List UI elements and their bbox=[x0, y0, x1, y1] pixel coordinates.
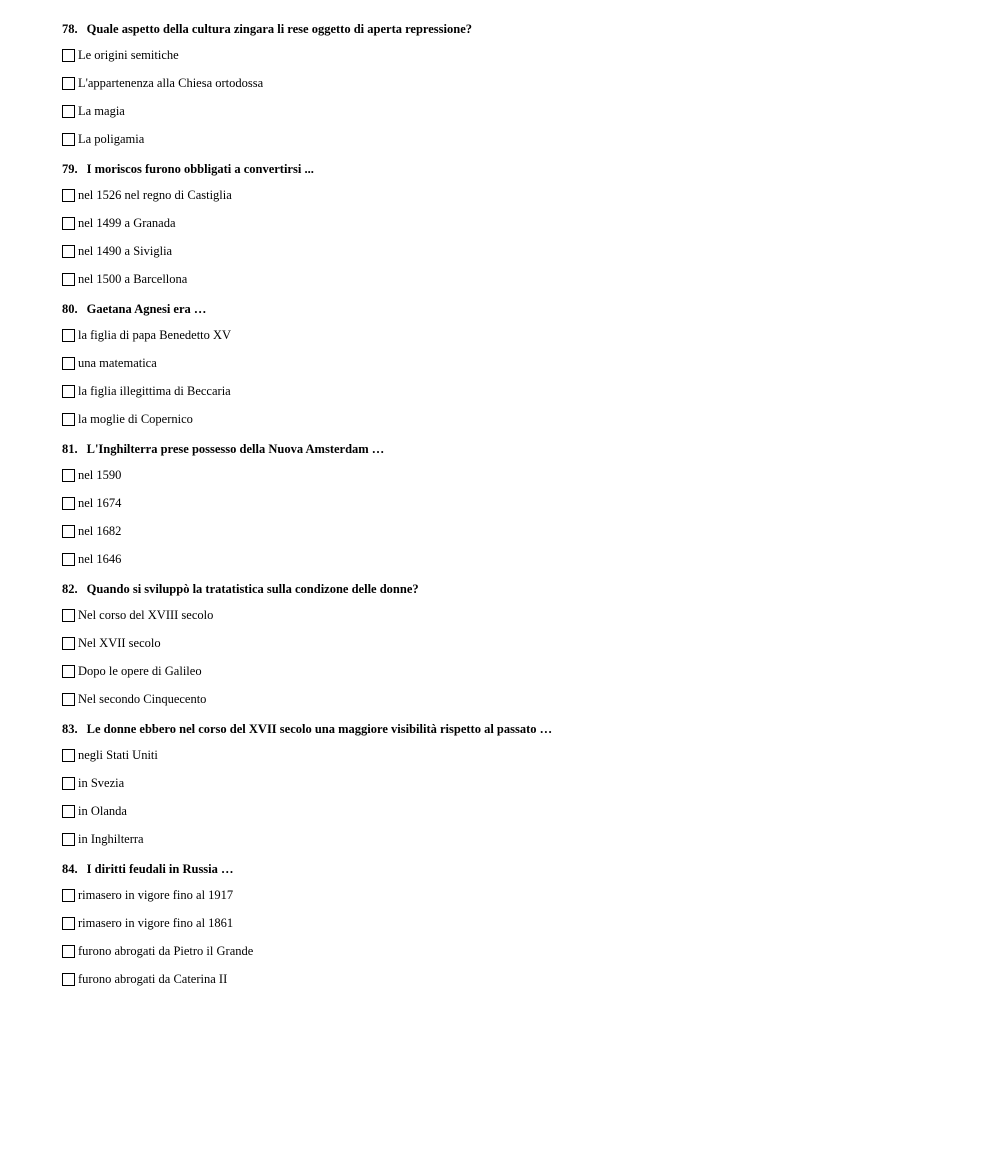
checkbox[interactable] bbox=[62, 749, 75, 762]
answer-option[interactable] bbox=[62, 383, 962, 399]
question-82 bbox=[62, 581, 962, 707]
question-text: L'Inghilterra prese possesso della Nuova Amsterdam … bbox=[86, 442, 385, 456]
checkbox[interactable] bbox=[62, 413, 75, 426]
option-label: furono abrogati da Caterina II bbox=[78, 972, 228, 986]
option-label: nel 1500 a Barcellona bbox=[78, 272, 188, 286]
checkbox[interactable] bbox=[62, 189, 75, 202]
question-83 bbox=[62, 721, 962, 847]
answer-option[interactable] bbox=[62, 663, 962, 679]
option-label: in Svezia bbox=[78, 776, 125, 790]
checkbox[interactable] bbox=[62, 805, 75, 818]
answer-option[interactable] bbox=[62, 971, 962, 987]
option-label: furono abrogati da Pietro il Grande bbox=[78, 944, 254, 958]
checkbox[interactable] bbox=[62, 973, 75, 986]
question-title bbox=[62, 581, 962, 597]
answer-option[interactable] bbox=[62, 103, 962, 119]
answer-option[interactable] bbox=[62, 775, 962, 791]
option-label: in Olanda bbox=[78, 804, 127, 818]
answer-option[interactable] bbox=[62, 271, 962, 287]
option-label: nel 1590 bbox=[78, 468, 122, 482]
answer-option[interactable] bbox=[62, 411, 962, 427]
question-title bbox=[62, 161, 962, 177]
option-label: nel 1646 bbox=[78, 552, 122, 566]
question-78 bbox=[62, 21, 962, 147]
answer-option[interactable] bbox=[62, 47, 962, 63]
checkbox[interactable] bbox=[62, 273, 75, 286]
option-label: nel 1674 bbox=[78, 496, 122, 510]
question-title bbox=[62, 721, 962, 737]
checkbox[interactable] bbox=[62, 385, 75, 398]
checkbox[interactable] bbox=[62, 329, 75, 342]
answer-option[interactable] bbox=[62, 243, 962, 259]
checkbox[interactable] bbox=[62, 105, 75, 118]
checkbox[interactable] bbox=[62, 77, 75, 90]
checkbox[interactable] bbox=[62, 245, 75, 258]
answer-option[interactable] bbox=[62, 635, 962, 651]
checkbox[interactable] bbox=[62, 217, 75, 230]
answer-option[interactable] bbox=[62, 215, 962, 231]
question-text: Le donne ebbero nel corso del XVII secolo una maggiore visibilità rispetto al passato … bbox=[86, 722, 553, 736]
question-number: 82. bbox=[62, 582, 78, 596]
question-text: Gaetana Agnesi era … bbox=[86, 302, 207, 316]
option-label: La magia bbox=[78, 104, 125, 118]
question-title bbox=[62, 441, 962, 457]
answer-option[interactable] bbox=[62, 803, 962, 819]
answer-option[interactable] bbox=[62, 887, 962, 903]
answer-option[interactable] bbox=[62, 691, 962, 707]
answer-option[interactable] bbox=[62, 327, 962, 343]
question-text: I moriscos furono obbligati a convertirsi ... bbox=[86, 162, 314, 176]
checkbox[interactable] bbox=[62, 693, 75, 706]
answer-option[interactable] bbox=[62, 187, 962, 203]
answer-option[interactable] bbox=[62, 495, 962, 511]
checkbox[interactable] bbox=[62, 945, 75, 958]
checkbox[interactable] bbox=[62, 497, 75, 510]
option-label: in Inghilterra bbox=[78, 832, 144, 846]
question-text: Quale aspetto della cultura zingara li rese oggetto di aperta repressione? bbox=[86, 22, 472, 36]
question-title bbox=[62, 21, 962, 37]
question-number: 78. bbox=[62, 22, 78, 36]
option-label: L'appartenenza alla Chiesa ortodossa bbox=[78, 76, 264, 90]
answer-option[interactable] bbox=[62, 131, 962, 147]
answer-option[interactable] bbox=[62, 607, 962, 623]
question-number: 84. bbox=[62, 862, 78, 876]
option-label: nel 1490 a Siviglia bbox=[78, 244, 173, 258]
checkbox[interactable] bbox=[62, 525, 75, 538]
option-label: Nel corso del XVIII secolo bbox=[78, 608, 214, 622]
question-number: 80. bbox=[62, 302, 78, 316]
quiz-document bbox=[62, 21, 962, 1001]
answer-option[interactable] bbox=[62, 747, 962, 763]
option-label: Nel XVII secolo bbox=[78, 636, 161, 650]
checkbox[interactable] bbox=[62, 133, 75, 146]
answer-option[interactable] bbox=[62, 943, 962, 959]
checkbox[interactable] bbox=[62, 665, 75, 678]
question-title bbox=[62, 301, 962, 317]
checkbox[interactable] bbox=[62, 49, 75, 62]
checkbox[interactable] bbox=[62, 777, 75, 790]
checkbox[interactable] bbox=[62, 917, 75, 930]
question-number: 83. bbox=[62, 722, 78, 736]
answer-option[interactable] bbox=[62, 355, 962, 371]
question-text: I diritti feudali in Russia … bbox=[86, 862, 234, 876]
checkbox[interactable] bbox=[62, 609, 75, 622]
question-title bbox=[62, 861, 962, 877]
option-label: rimasero in vigore fino al 1917 bbox=[78, 888, 234, 902]
question-79 bbox=[62, 161, 962, 287]
option-label: nel 1682 bbox=[78, 524, 122, 538]
option-label: nel 1526 nel regno di Castiglia bbox=[78, 188, 232, 202]
option-label: nel 1499 a Granada bbox=[78, 216, 176, 230]
question-number: 79. bbox=[62, 162, 78, 176]
option-label: Dopo le opere di Galileo bbox=[78, 664, 202, 678]
answer-option[interactable] bbox=[62, 523, 962, 539]
checkbox[interactable] bbox=[62, 833, 75, 846]
option-label: La poligamia bbox=[78, 132, 145, 146]
checkbox[interactable] bbox=[62, 553, 75, 566]
question-number: 81. bbox=[62, 442, 78, 456]
answer-option[interactable] bbox=[62, 551, 962, 567]
option-label: la figlia di papa Benedetto XV bbox=[78, 328, 232, 342]
question-84 bbox=[62, 861, 962, 987]
option-label: la figlia illegittima di Beccaria bbox=[78, 384, 231, 398]
option-label: Nel secondo Cinquecento bbox=[78, 692, 207, 706]
question-text: Quando si sviluppò la tratatistica sulla condizone delle donne? bbox=[86, 582, 419, 596]
question-81 bbox=[62, 441, 962, 567]
question-80 bbox=[62, 301, 962, 427]
option-label: una matematica bbox=[78, 356, 157, 370]
answer-option[interactable] bbox=[62, 915, 962, 931]
option-label: la moglie di Copernico bbox=[78, 412, 193, 426]
option-label: rimasero in vigore fino al 1861 bbox=[78, 916, 234, 930]
option-label: negli Stati Uniti bbox=[78, 748, 158, 762]
answer-option[interactable] bbox=[62, 831, 962, 847]
checkbox[interactable] bbox=[62, 357, 75, 370]
checkbox[interactable] bbox=[62, 637, 75, 650]
checkbox[interactable] bbox=[62, 469, 75, 482]
answer-option[interactable] bbox=[62, 75, 962, 91]
answer-option[interactable] bbox=[62, 467, 962, 483]
checkbox[interactable] bbox=[62, 889, 75, 902]
option-label: Le origini semitiche bbox=[78, 48, 179, 62]
